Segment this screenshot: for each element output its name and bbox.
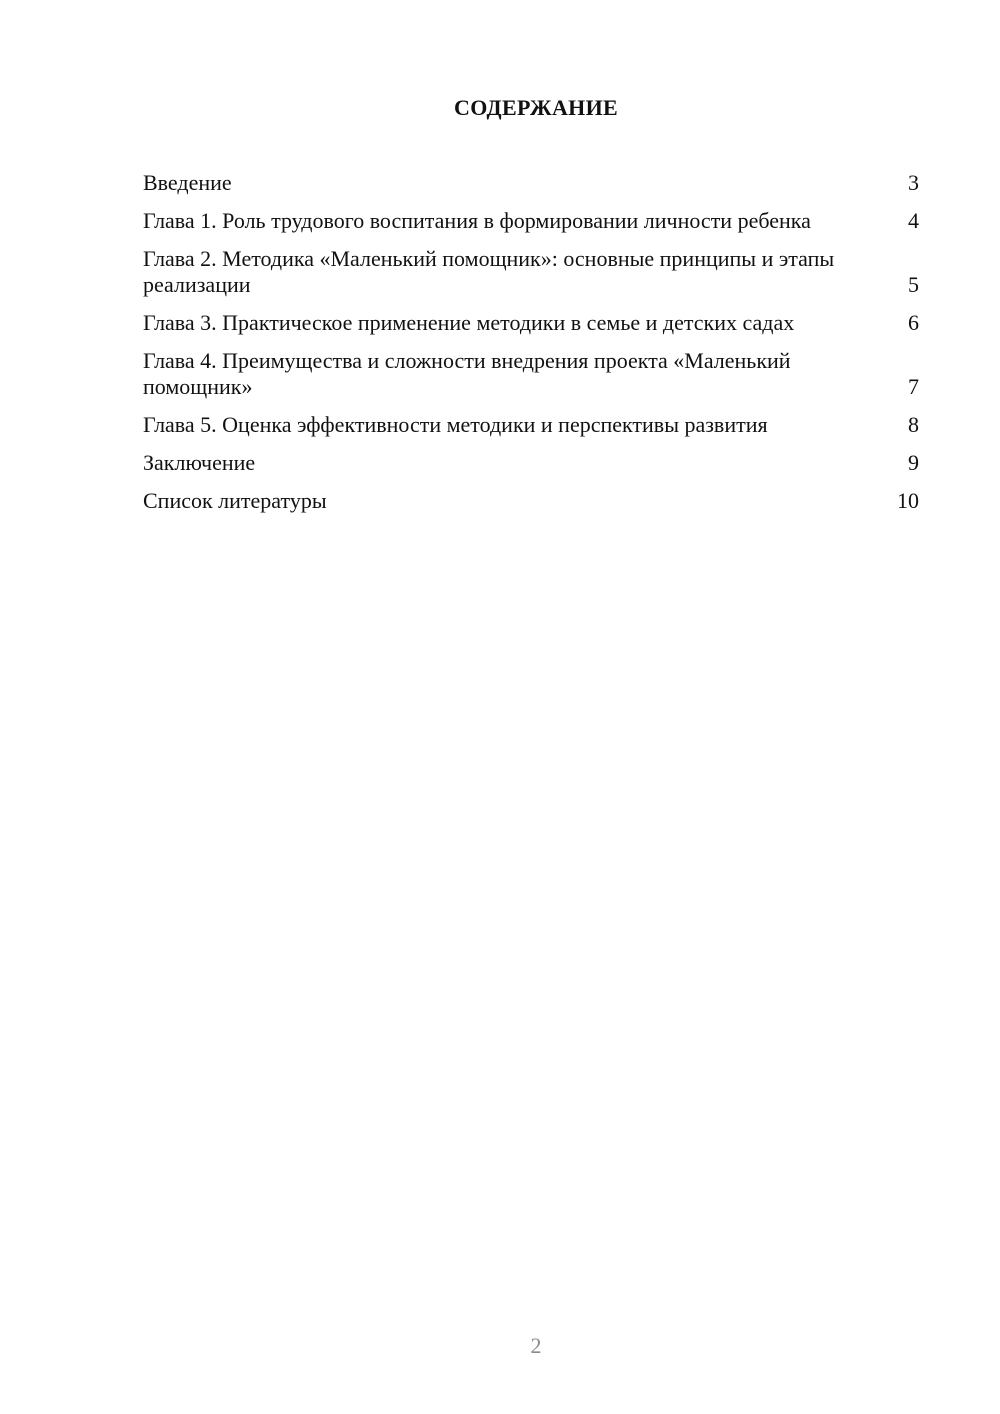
toc-entry-chapter-4 — [143, 348, 919, 400]
toc-entry-title: Глава 2. Методика «Маленький помощник»: основные принципы и этапы реализации — [143, 246, 835, 297]
toc-entry-page: 4 — [908, 208, 919, 233]
toc-entry-title: Введение — [143, 170, 232, 195]
toc-entry-title: Заключение — [143, 450, 256, 475]
toc-entry-conclusion — [143, 450, 919, 476]
toc-entry-page: 6 — [908, 310, 919, 335]
table-of-contents — [143, 170, 919, 526]
toc-entry-chapter-3 — [143, 310, 919, 336]
toc-entry-page: 9 — [908, 450, 919, 475]
toc-entry-title: Глава 5. Оценка эффективности методики и перспективы развития — [143, 412, 768, 437]
toc-entry-chapter-2 — [143, 246, 919, 298]
toc-entry-title: Глава 4. Преимущества и сложности внедрения проекта «Маленький помощник» — [143, 348, 791, 399]
toc-entry-page: 10 — [897, 488, 919, 513]
page-title: СОДЕРЖАНИЕ — [454, 95, 618, 120]
toc-entry-title: Список литературы — [143, 488, 327, 513]
toc-entry-title: Глава 1. Роль трудового воспитания в формировании личности ребенка — [143, 208, 811, 233]
toc-entry-page: 3 — [908, 170, 919, 195]
toc-entry-chapter-5 — [143, 412, 919, 438]
toc-entry-references — [143, 488, 919, 514]
page-number: 2 — [530, 1333, 542, 1358]
toc-entry-introduction — [143, 170, 919, 196]
toc-entry-page: 8 — [908, 412, 919, 437]
toc-entry-title: Глава 3. Практическое применение методики в семье и детских садах — [143, 310, 795, 335]
toc-entry-chapter-1 — [143, 208, 919, 234]
toc-entry-page: 7 — [908, 374, 919, 399]
toc-entry-page: 5 — [908, 272, 919, 297]
